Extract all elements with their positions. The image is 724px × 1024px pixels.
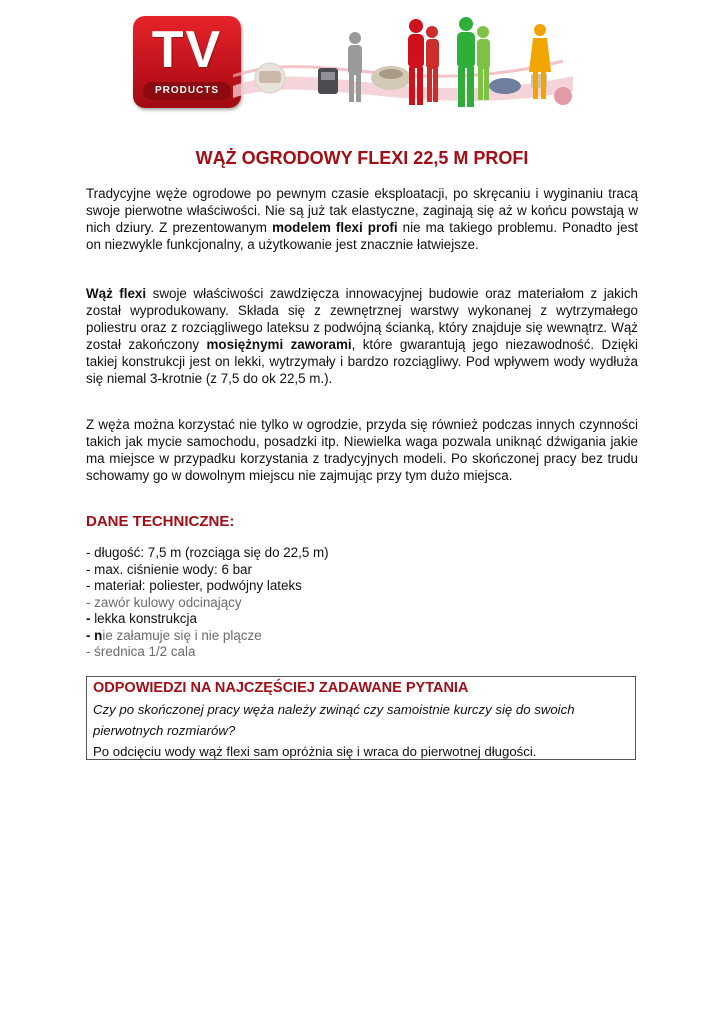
paragraph-construction bbox=[86, 285, 638, 387]
tv-products-logo bbox=[133, 16, 241, 108]
paragraph-intro bbox=[86, 185, 638, 253]
logo-tv-text: TV bbox=[151, 21, 223, 79]
header-banner bbox=[133, 16, 573, 116]
paragraph-usage: Z węża można korzystać nie tylko w ogrodzie, przyda się również podczas innych czynności takich jak mycie samochodu, posadzki itp. Niewielka waga pozwala uniknąć dźwigania jakie ma miejsce w przypadku korzystania z tradycyjnych modeli. Po skończonej pracy bez trudu schowamy go w dowolnym miejscu nie zajmując przy tym dużo miejsca. bbox=[86, 417, 638, 483]
faq-question: Czy po skończonej pracy węża należy zwinąć czy samoistnie kurczy się do swoich pierwotnych rozmiarów? bbox=[93, 702, 575, 738]
spec-valve: - zawór kulowy odcinający bbox=[86, 594, 242, 610]
spec-light-text: lekka konstrukcja bbox=[94, 611, 197, 626]
logo-products-text: PRODUCTS bbox=[143, 82, 231, 100]
banner-figures-image bbox=[233, 16, 573, 116]
construction-bold-2: mosiężnymi zaworami bbox=[206, 337, 352, 352]
page-title: WĄŻ OGRODOWY FLEXI 22,5 M PROFI bbox=[195, 148, 529, 168]
spec-diameter: - średnica 1/2 cala bbox=[86, 644, 196, 659]
spec-light bbox=[86, 611, 329, 628]
construction-text-a: swoje właściwości zawdzięcza innowacyjnej budowie oraz materiałom z jakich został wyprodukowany. Składa się z zewnętrznej warstwy wykonanej z wytrzymałego poliestru oraz z rozciągliwego lateksu z podwójną ścianką, który znajduje się wewnątrz. Wąż został zakończony bbox=[86, 286, 638, 352]
spec-no-tangle bbox=[86, 628, 329, 645]
intro-text-a: Tradycyjne węże ogrodowe po pewnym czasie eksploatacji, po skręcaniu i wyginaniu tracą swoje pierwotne właściwości. Nie są już tak elastyczne, zaginają się aż w końcu powstają w nich dziury. Z prezentowanym bbox=[86, 186, 638, 235]
spec-pressure: - max. ciśnienie wody: 6 bar bbox=[86, 561, 252, 577]
intro-bold: modelem flexi profi bbox=[272, 220, 398, 235]
faq-answer: Po odcięciu wody wąż flexi sam opróżnia się i wraca do pierwotnej długości. bbox=[93, 744, 537, 759]
faq-heading: ODPOWIEDZI NA NAJCZĘŚCIEJ ZADAWANE PYTANIA bbox=[93, 680, 469, 696]
construction-text-b: , które gwarantują jego niezawodność. Dzięki takiej konstrukcji jest on lekki, wytrzymały i bardzo rozciągliwy. Pod wpływem wody wydłuża się niemal 3-krotnie (z 7,5 do ok 22,5 m.). bbox=[86, 337, 638, 386]
intro-text-b: nie ma takiego problemu. Ponadto jest on niezwykle funkcjonalny, a użytkowanie jest znacznie łatwiejsze. bbox=[86, 220, 638, 252]
spec-length: - długość: 7,5 m (rozciąga się do 22,5 m) bbox=[86, 545, 329, 560]
spec-no-tangle-text: ie załamuje się i nie plącze bbox=[102, 627, 262, 643]
faq-box bbox=[86, 676, 636, 760]
specs-heading: DANE TECHNICZNE: bbox=[86, 513, 235, 530]
construction-bold-1: Wąż flexi bbox=[86, 286, 147, 301]
spec-no-tangle-dash: - n bbox=[86, 627, 103, 643]
spec-light-dash: - bbox=[86, 611, 95, 626]
specs-list bbox=[86, 545, 329, 661]
spec-material: - materiał: poliester, podwójny lateks bbox=[86, 578, 302, 593]
